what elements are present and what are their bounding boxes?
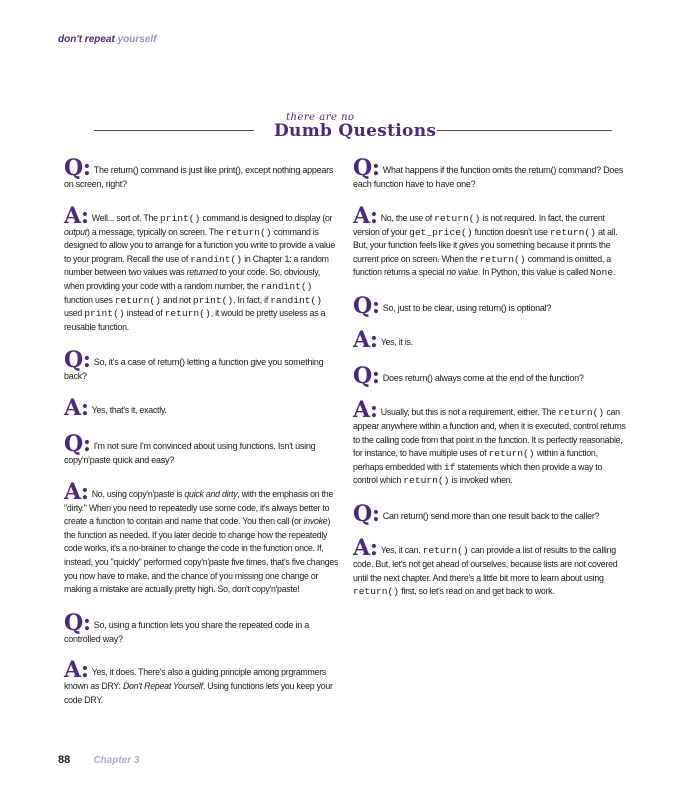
text-run: The return() command is just like print(), except nothing appears on screen, right?	[64, 165, 334, 189]
chapter-label: Chapter 3	[93, 755, 140, 766]
code-inline: return()	[225, 226, 272, 238]
running-head-part2: yourself	[117, 34, 157, 45]
code-inline: return()	[164, 308, 211, 320]
page-title: Dumb Questions	[274, 121, 437, 141]
heading-rule-right	[437, 130, 612, 131]
code-inline: return()	[488, 448, 535, 460]
code-inline: return()	[403, 475, 450, 487]
heading-rule-left	[94, 130, 254, 131]
question-text	[64, 165, 333, 189]
text-run: command is omitted, a function returns a special	[353, 253, 611, 278]
text-run: ) the function as needed. If you later decide to change how the repeatedly code works, it's a no-brainer to change the code in the function once. If, instead, you "quickly" performed copy'n'paste five times, that's five changes you now have to make, and the chance of you missing one change or making a mistake are actually pretty high. So, don't copy'n'paste!	[64, 516, 339, 595]
question-label: Q:	[64, 430, 91, 457]
question-label: Q:	[353, 500, 380, 527]
text-run: Yes, that's it, exactly.	[91, 404, 167, 415]
question	[353, 362, 628, 389]
answer-text	[64, 213, 335, 332]
answer-text	[92, 405, 167, 415]
text-run: Yes, it does. There's also a guiding principle among prgrammers known as DRY:	[64, 667, 327, 692]
question-text	[64, 620, 309, 644]
answer	[64, 202, 340, 335]
text-run: statements which then provide a way to control which	[353, 461, 603, 486]
text-run: What happens if the function omits the return() command? Does each function have to have one?	[353, 165, 624, 189]
question-label: Q:	[64, 347, 91, 374]
question-text	[64, 357, 323, 381]
code-inline: return()	[422, 544, 469, 556]
text-run: No, the use of	[380, 212, 435, 223]
question	[353, 292, 628, 319]
text-run: , with the emphasis on the "dirty." When you need to repeatedly use some code, it's always better to create a function to contain and name that code. You then call (or	[64, 488, 334, 527]
question	[64, 430, 340, 468]
question-label: Q:	[353, 155, 380, 181]
answer-label: A:	[64, 478, 89, 505]
text-run: No, using copy'n'paste is	[91, 488, 185, 499]
text-run: . Using functions lets you keep your code DRY.	[64, 681, 333, 705]
question	[353, 500, 628, 527]
emphasis: invoke	[303, 516, 328, 527]
answer-text	[353, 407, 626, 485]
code-inline: print()	[159, 212, 201, 224]
emphasis: quick and dirty	[184, 488, 238, 499]
answer	[64, 657, 340, 707]
answer-label: A:	[353, 202, 378, 229]
text-run: can provide a list of results to the calling code. But, let's not get ahead of ourselves, because lists are not covered until the next chapter. And there's a little bit more to learn about using	[353, 544, 618, 583]
answer	[353, 534, 628, 599]
question-text	[383, 373, 584, 383]
text-run: first, so let's read on and get back to work.	[399, 586, 555, 597]
running-head	[58, 34, 157, 45]
code-inline: return()	[353, 586, 400, 598]
answer	[64, 478, 340, 597]
text-run: function uses	[64, 294, 115, 305]
text-run: So, just to be clear, using return() is optional?	[382, 302, 552, 313]
text-run: within a function, perhaps embedded with	[353, 448, 598, 472]
code-inline: print()	[192, 294, 234, 306]
question-text	[64, 441, 315, 465]
question-label: Q:	[64, 609, 91, 636]
question-text	[383, 511, 600, 521]
text-run: .	[613, 267, 616, 278]
text-run: in Chapter 1: a random number between two values was	[64, 253, 329, 278]
text-run: is not required. In fact, the current version of your	[353, 212, 605, 237]
text-run: . In fact, if	[233, 294, 271, 305]
text-run: instead of	[124, 308, 165, 319]
text-run: , it would be pretty useless as a reusable function.	[64, 308, 326, 332]
question-label: Q:	[353, 292, 380, 319]
question-text	[383, 303, 551, 313]
text-run: can appear anywhere within a function and, when it is executed, control returns to the calling code from that point in the function. It is perfectly reasonable, for instance, to have multiple uses of	[353, 406, 626, 459]
text-run: Well... sort of. The	[91, 212, 160, 223]
answer-label: A:	[353, 326, 378, 353]
text-run: and not	[160, 294, 193, 305]
text-run: command is designed to allow you to arrange for a function you write to provide a value to your program. Recall the use of	[64, 226, 335, 264]
code-inline: if	[443, 461, 456, 473]
answer-label: A:	[64, 657, 89, 684]
text-run: ) a message, typically on screen. The	[86, 226, 226, 237]
question	[64, 347, 340, 384]
text-run: command is designed to display (or	[200, 212, 333, 223]
code-inline: randint()	[260, 280, 313, 292]
code-inline: return()	[558, 406, 605, 418]
answer-label: A:	[353, 396, 378, 423]
question-label: Q:	[64, 155, 91, 181]
emphasis: returned	[186, 267, 218, 278]
answer-label: A:	[64, 202, 89, 229]
answer-text	[353, 213, 617, 278]
question-label: Q:	[353, 362, 380, 389]
question-text	[353, 165, 623, 189]
text-run: you something because it prints the current price on screen. When the	[353, 240, 611, 264]
left-column	[64, 155, 340, 723]
text-run: . In Python, this value is called	[477, 267, 591, 278]
question	[64, 155, 340, 192]
answer	[353, 396, 628, 488]
text-run: used	[64, 308, 85, 319]
text-run: Usually, but this is not a requirement, either. The	[380, 406, 559, 417]
answer	[64, 394, 340, 421]
code-inline: randint()	[270, 294, 323, 306]
text-run: is invoked when.	[449, 475, 513, 486]
running-head-part1: don't repeat	[58, 34, 115, 45]
text-run: function doesn't use	[472, 226, 550, 237]
question	[64, 609, 340, 647]
text-run: at all. But, your function feels like it	[353, 226, 618, 251]
emphasis: Don't Repeat Yourself	[122, 681, 203, 692]
text-run: I'm not sure I'm convinced about using functions. Isn't using copy'n'paste quick and easy?	[64, 440, 316, 465]
text-run: Yes, it is.	[380, 336, 413, 347]
code-inline: randint()	[190, 253, 243, 265]
footer	[58, 754, 139, 766]
answer-label: A:	[353, 534, 378, 561]
text-run: So, it's a case of return() letting a function give you something back?	[64, 357, 324, 382]
code-inline: return()	[549, 226, 596, 238]
answer	[353, 326, 628, 353]
heading-small: there are no	[286, 112, 355, 123]
code-inline: return()	[114, 294, 161, 306]
code-inline: return()	[434, 212, 481, 224]
text-run: to your code. So, obviously, when providing your code with a random number, the	[64, 267, 320, 291]
emphasis: no value	[446, 267, 478, 278]
answer-label: A:	[64, 394, 89, 421]
text-run: Yes, it can.	[380, 544, 423, 555]
right-column	[353, 155, 628, 615]
text-run: Can return() send more than one result back to the caller?	[382, 510, 600, 521]
answer-text	[381, 337, 413, 347]
code-inline: print()	[84, 308, 125, 320]
emphasis: output	[64, 226, 87, 237]
emphasis: gives	[459, 240, 479, 251]
question	[353, 155, 628, 192]
code-inline: None	[590, 267, 614, 279]
code-inline: return()	[479, 253, 526, 265]
answer-text	[64, 489, 338, 595]
page-number: 88	[58, 754, 71, 766]
text-run: Does return() always come at the end of the function?	[382, 372, 584, 383]
code-inline: get_price()	[409, 226, 473, 238]
answer-text	[64, 667, 333, 705]
answer-text	[353, 545, 617, 596]
answer	[353, 202, 628, 280]
text-run: So, using a function lets you share the repeated code in a controlled way?	[64, 619, 309, 644]
